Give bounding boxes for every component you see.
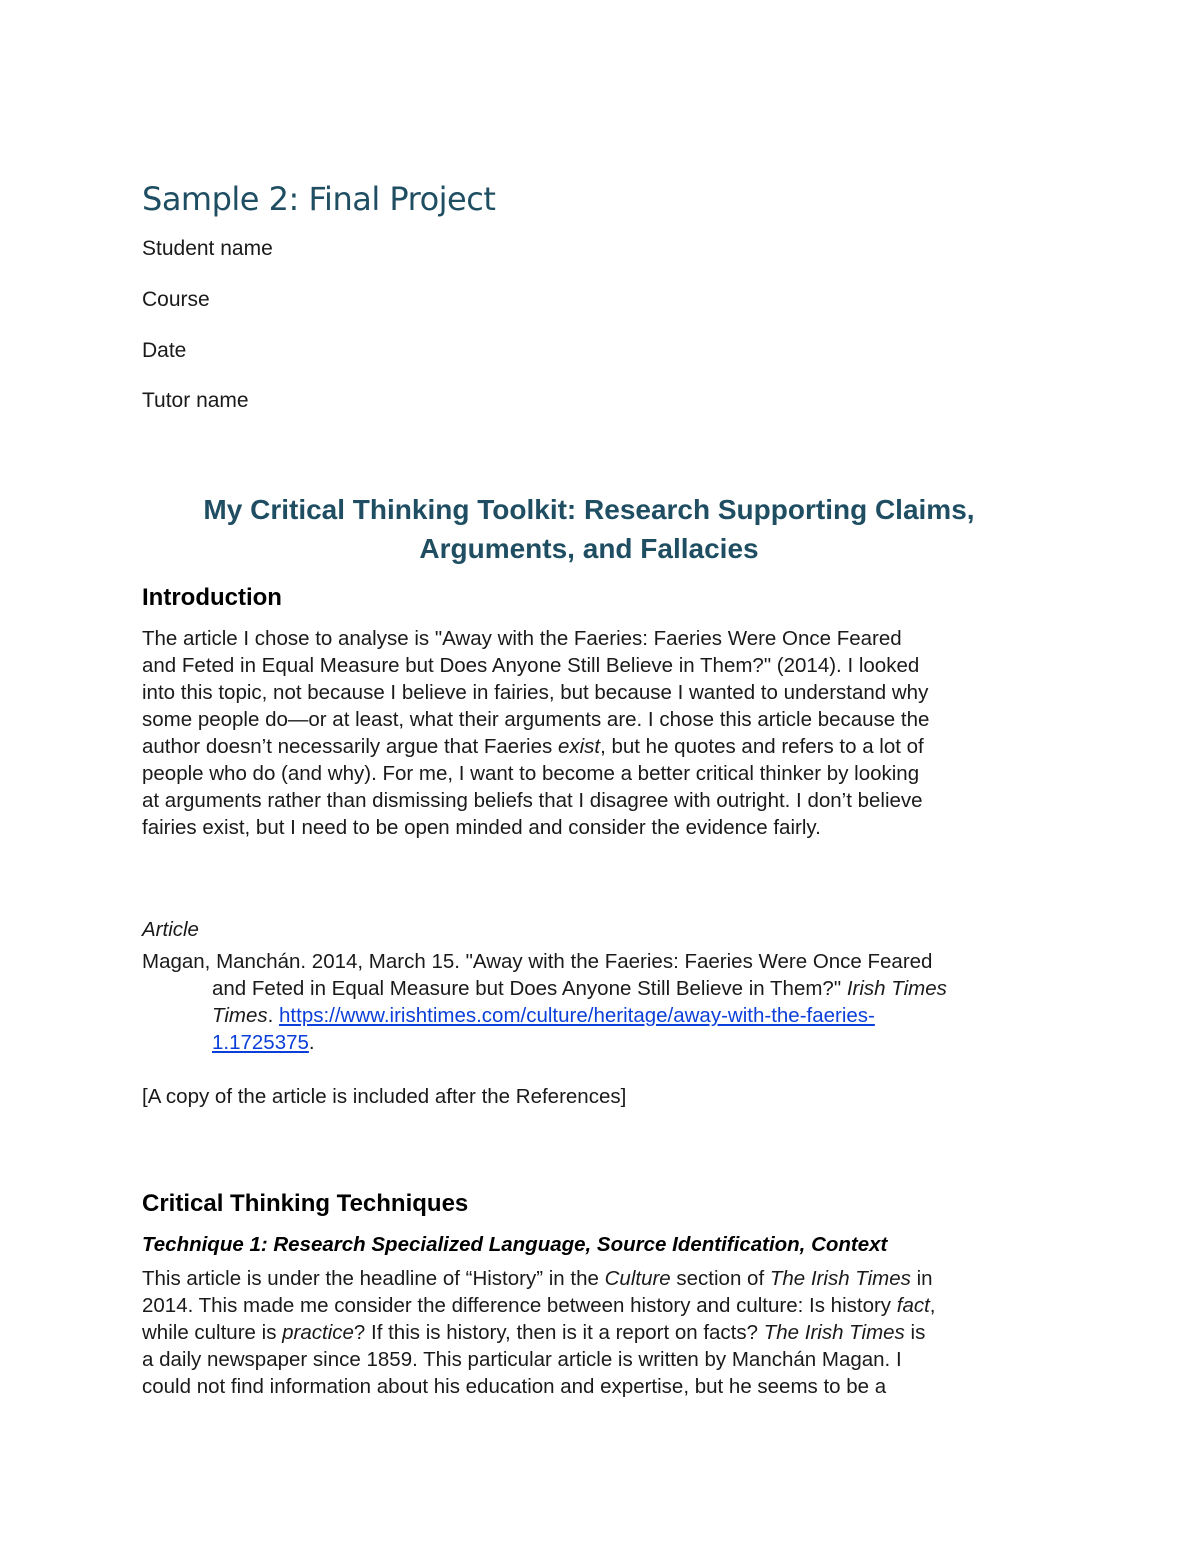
reference-end: . [308, 1031, 315, 1054]
main-title-line-1: My Critical Thinking Toolkit: Research Supporting Claims, [203, 494, 975, 525]
reference-source: Irish Times [846, 977, 947, 1000]
technique-line: a daily newspaper since 1859. This particular article is written by Manchán Magan. I [142, 1348, 902, 1371]
intro-text: , but he quotes and refers to a lot of [600, 735, 924, 758]
article-link[interactable]: https://www.irishtimes.com/culture/heritage/away-with-the-faeries- [279, 1004, 875, 1027]
text: This article is under the headline of “History” in the [142, 1267, 605, 1290]
intro-line: fairies exist, but I need to be open minded and consider the evidence fairly. [142, 816, 821, 839]
intro-line [142, 733, 1052, 760]
text: is [904, 1321, 926, 1344]
technique-line: could not find information about his education and expertise, but he seems to be a [142, 1375, 887, 1398]
reference-text: . [267, 1004, 280, 1027]
technique-line [142, 1319, 1052, 1346]
main-title-line-2: Arguments, and Fallacies [419, 533, 759, 564]
main-title [122, 490, 1056, 568]
emphasis: Culture [604, 1267, 671, 1290]
intro-line: The article I chose to analyse is "Away with the Faeries: Faeries Were Once Feared [142, 627, 902, 650]
techniques-heading: Critical Thinking Techniques [142, 1190, 469, 1217]
emphasis: The Irish Times [763, 1321, 905, 1344]
introduction-paragraph [142, 625, 1052, 841]
text: in [910, 1267, 933, 1290]
intro-line: and Feted in Equal Measure but Does Anyone Still Believe in Them?" (2014). I looked [142, 654, 920, 677]
emphasis: fact [896, 1294, 930, 1317]
reference-source-end: Times [212, 1004, 268, 1027]
emphasis: practice [282, 1321, 354, 1344]
text: section of [670, 1267, 770, 1290]
intro-emphasis-exist: exist [557, 735, 601, 758]
reference-text: and Feted in Equal Measure but Does Anyone Still Believe in Them?" [212, 977, 847, 1000]
text: ? If this is history, then is it a report on facts? [353, 1321, 764, 1344]
date: Date [142, 339, 187, 362]
technique-1-title: Technique 1: Research Specialized Language, Source Identification, Context [142, 1233, 888, 1256]
document-title: Sample 2: Final Project [142, 180, 496, 218]
technique-line [142, 1265, 1052, 1292]
intro-line: at arguments rather than dismissing beliefs that I disagree with outright. I don’t believe [142, 789, 923, 812]
course: Course [142, 288, 210, 311]
emphasis: The Irish Times [769, 1267, 911, 1290]
reference-text: Magan, Manchán. 2014, March 15. "Away with the Faeries: Faeries Were Once Feared [142, 950, 933, 973]
tutor-name: Tutor name [142, 389, 249, 412]
technique-line [142, 1292, 1052, 1319]
intro-line: some people do—or at least, what their arguments are. I chose this article because the [142, 708, 930, 731]
article-link-continued[interactable]: 1.1725375 [212, 1031, 309, 1054]
article-copy-note: [A copy of the article is included after the References] [142, 1085, 627, 1108]
text: while culture is [142, 1321, 283, 1344]
text: , [929, 1294, 936, 1317]
introduction-heading: Introduction [142, 584, 282, 611]
technique-1-paragraph [142, 1265, 1052, 1400]
article-label: Article [142, 918, 199, 941]
student-name: Student name [142, 237, 273, 260]
intro-line: people who do (and why). For me, I want to become a better critical thinker by looking [142, 762, 920, 785]
article-reference [142, 948, 1062, 1056]
intro-text: author doesn’t necessarily argue that Faeries [142, 735, 558, 758]
intro-line: into this topic, not because I believe in fairies, but because I wanted to understand why [142, 681, 929, 704]
text: 2014. This made me consider the difference between history and culture: Is history [142, 1294, 897, 1317]
